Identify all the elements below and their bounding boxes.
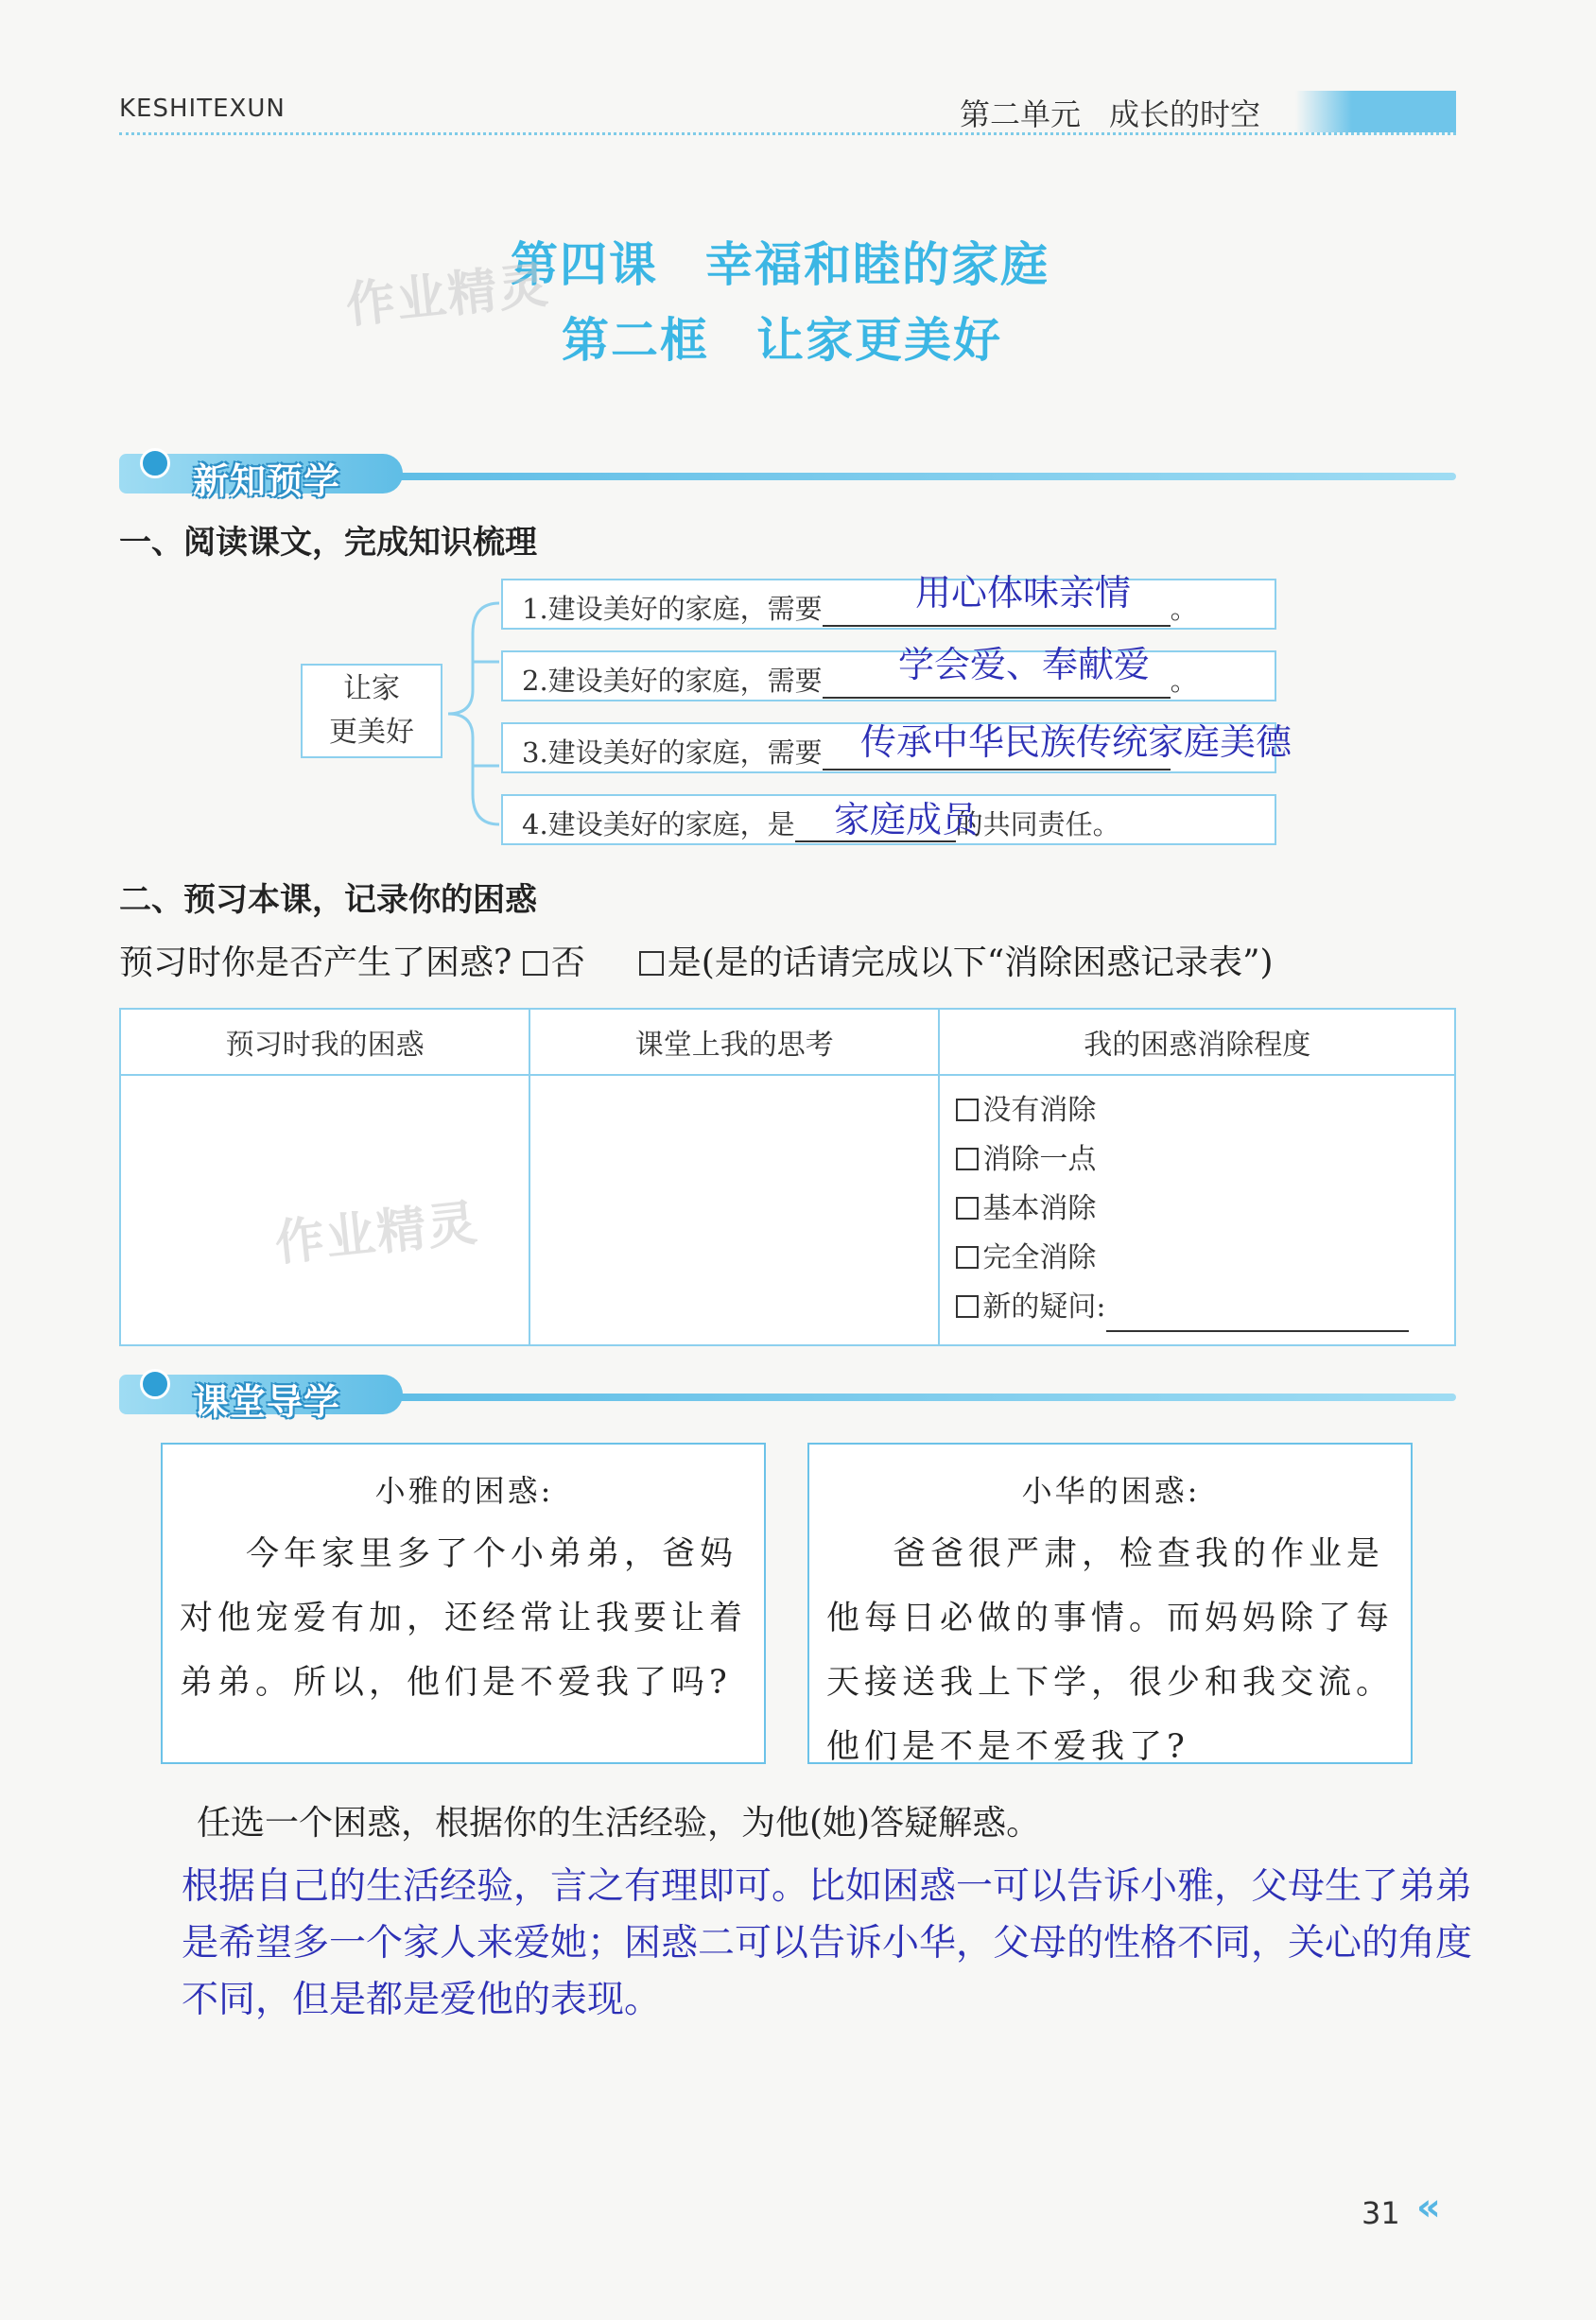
question-2-heading: 二、预习本课，记录你的困惑 [119,881,537,919]
option-row: 完全消除 [956,1234,1453,1283]
frame-title [562,303,1002,371]
header-accent-fade [1295,91,1352,132]
lesson-title [511,227,1050,295]
section-label-classroom: 课堂导学 [193,1381,341,1423]
checkbox[interactable] [956,1099,979,1121]
task-prompt: 任选一个困惑，根据你的生活经验，为他(她)答疑解惑。 [197,1804,1041,1843]
checkbox-no[interactable] [523,951,547,976]
page-number: 31 [1362,2195,1400,2231]
option-row: 基本消除 [956,1185,1453,1234]
mindmap-item-4: 4.建设美好的家庭，是 的共同责任。 [522,808,1120,840]
checkbox[interactable] [956,1197,979,1220]
double-chevron-left-icon: « [1416,2186,1441,2229]
checkbox[interactable] [956,1246,979,1269]
option-row: 消除一点 [956,1135,1453,1185]
frame-name: 让家更美好 [756,313,1002,368]
bulb-icon [140,448,170,478]
section-label-preview: 新知预学 [193,460,341,502]
section-bar-preview [119,454,1456,502]
story-box-xiaoya [161,1443,766,1764]
lesson-number: 第四课 [511,237,658,292]
my-thinking-cell[interactable] [529,1075,939,1345]
new-question-blank[interactable] [1106,1306,1409,1332]
unit-number: 第二单元 [960,96,1082,132]
table-header: 我的困惑消除程度 [939,1009,1455,1075]
header-unit [960,91,1260,134]
header-accent-bar [1352,91,1456,132]
frame-number: 第二框 [562,313,709,368]
checkbox-yes[interactable] [639,951,664,976]
handwritten-answer-2: 学会爱、奉献爱 [898,644,1151,685]
option-row: 没有消除 [956,1086,1453,1135]
handwritten-answer-1: 用心体味亲情 [915,572,1132,614]
header-brand: KESHITEXUN [119,95,286,123]
checkbox[interactable] [956,1148,979,1170]
table-header: 课堂上我的思考 [529,1009,939,1075]
story-body: 今年家里多了个小弟弟，爸妈对他宠爱有加，还经常让我要让着弟弟。所以，他们是不爱我了吗? [180,1535,748,1702]
option-row: 新的疑问: [956,1283,1453,1332]
unit-title: 成长的时空 [1109,96,1261,132]
question-1-heading: 一、阅读课文，完成知识梳理 [119,524,537,562]
mindmap-item-1: 1.建设美好的家庭，需要 。 [522,593,1198,625]
handwritten-answer-essay: 根据自己的生活经验，言之有理即可。比如困惑一可以告诉小雅，父母生了弟弟是希望多一个家人来爱她；困惑二可以告诉小华，父母的性格不同，关心的角度不同，但是都是爱他的表现。 [182,1865,1473,2021]
mindmap-item-3: 3.建设美好的家庭，需要 [522,732,1171,770]
story-body: 爸爸很严肃，检查我的作业是他每日必做的事情。而妈妈除了每天接送我上下学，很少和我交流。他们是不是不爱我了? [826,1535,1395,1766]
checkbox[interactable] [956,1295,979,1318]
mindmap-item-2: 2.建设美好的家庭，需要 。 [522,665,1198,697]
confusion-prompt: 预习时你是否产生了困惑? 否 是(是的话请完成以下“消除困惑记录表”) [119,944,1274,982]
story-title: 小雅的困惑: [374,1473,554,1509]
watermark-top: 作业精灵 [343,256,553,336]
lesson-name: 幸福和睦的家庭 [705,237,1050,292]
confusion-record-table [119,1008,1456,1346]
header-divider [119,132,1456,135]
mindmap-center: 让家 更美好 [301,664,442,758]
handwritten-answer-4: 家庭成员 [834,799,979,840]
resolution-level-cell [939,1075,1455,1345]
watermark-table: 作业精灵 [272,1194,482,1273]
pin-icon [140,1369,170,1399]
story-box-xiaohua [807,1443,1413,1764]
handwritten-answer-3: 传承中华民族传统家庭美德 [860,721,1292,763]
table-header: 预习时我的困惑 [120,1009,529,1075]
story-title: 小华的困惑: [1021,1473,1201,1509]
section-bar-classroom [119,1375,1456,1423]
mindmap-brace [444,596,501,832]
